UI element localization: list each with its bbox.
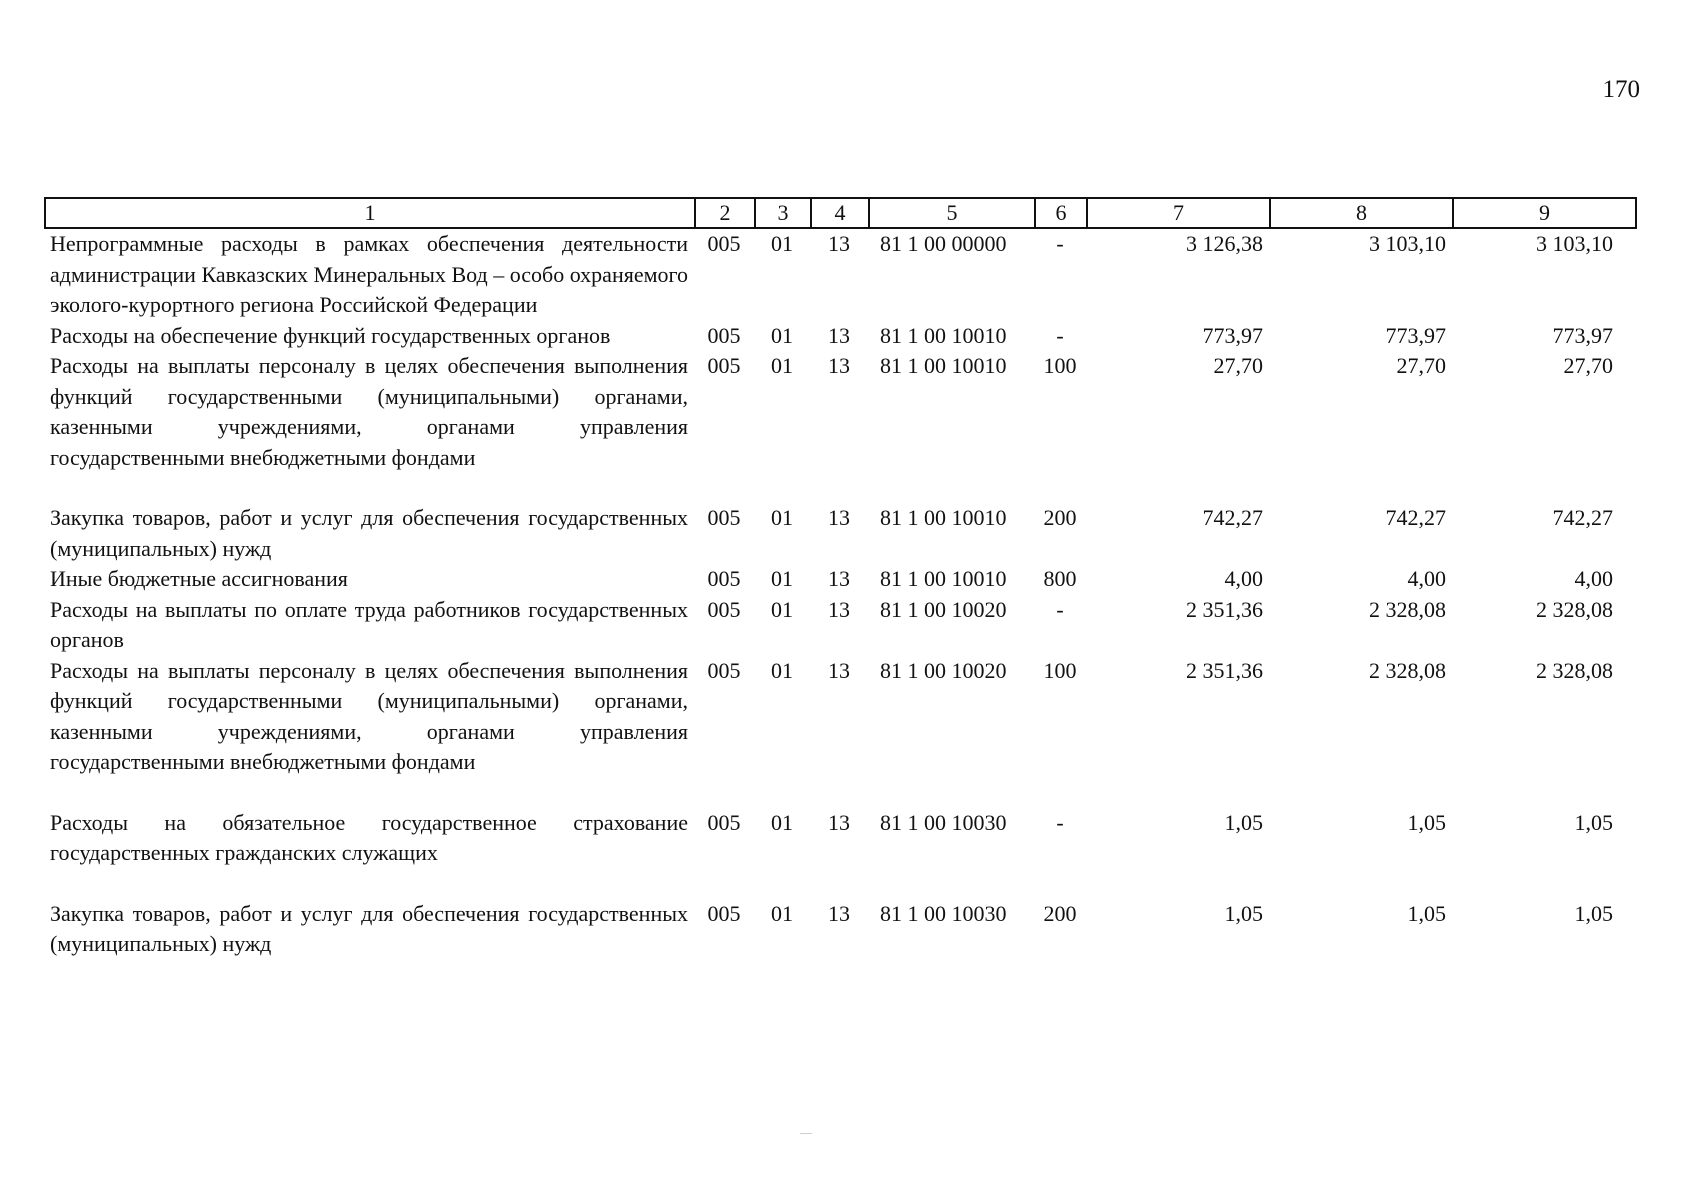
row-value-8: 742,27 (1385, 505, 1446, 530)
row-code-4: 13 (828, 322, 850, 348)
row-value-9: 2 328,08 (1536, 596, 1613, 622)
row-value-9: 27,70 (1563, 353, 1613, 378)
row-code-4: 13 (828, 900, 850, 926)
row-value-8: 1,05 (1407, 809, 1446, 835)
header-cell-5: 5 (869, 198, 1035, 228)
row-value-9: 1,05 (1574, 809, 1613, 835)
row-value-8: 27,70 (1396, 353, 1446, 378)
header-cell-6: 6 (1035, 198, 1087, 228)
table-row (44, 595, 1635, 656)
header-cell-3: 3 (755, 198, 811, 228)
row-value-7: 1,05 (1224, 900, 1263, 926)
row-code-2: 005 (707, 657, 741, 683)
row-code-3: 01 (771, 596, 793, 622)
row-code-5: 81 1 00 10020 (880, 596, 1007, 622)
row-code-3: 01 (771, 231, 793, 256)
row-value-8: 2 328,08 (1369, 657, 1446, 683)
row-value-8: 4,00 (1407, 566, 1446, 591)
row-value-8: 3 103,10 (1369, 231, 1446, 256)
row-code-5: 81 1 00 10010 (880, 322, 1007, 348)
row-value-9: 1,05 (1574, 900, 1613, 926)
row-code-2: 005 (707, 566, 741, 591)
row-code-2: 005 (707, 353, 741, 378)
header-cell-2: 2 (695, 198, 755, 228)
row-code-3: 01 (771, 322, 793, 348)
row-value-9: 4,00 (1574, 566, 1613, 591)
row-code-5: 81 1 00 10010 (880, 566, 1007, 591)
row-code-4: 13 (828, 657, 850, 683)
row-code-2: 005 (707, 809, 741, 835)
row-name: Расходы на обеспечение функций государственных органов (50, 322, 611, 348)
row-value-7: 2 351,36 (1186, 596, 1263, 622)
row-name: Закупка товаров, работ и услуг для обеспечения государственных (муниципальных) нужд (50, 900, 688, 956)
row-code-5: 81 1 00 10030 (880, 809, 1007, 835)
row-code-6: - (1056, 322, 1064, 348)
row-value-7: 773,97 (1202, 322, 1263, 348)
row-name: Непрограммные расходы в рамках обеспечения деятельности администрации Кавказских Минеральных Вод – особо охраняемого эколого-курортного региона Российской Федерации (50, 231, 688, 317)
row-name: Расходы на выплаты персоналу в целях обеспечения выполнения функций государственными (муниципальными) органами, казенными учреждениями, органами управления государственными внебюджетными фондами (50, 657, 688, 774)
header-cell-8: 8 (1270, 198, 1453, 228)
row-code-4: 13 (828, 566, 850, 591)
row-value-8: 1,05 (1407, 900, 1446, 926)
row-value-9: 742,27 (1552, 505, 1613, 530)
row-code-6: - (1056, 231, 1064, 256)
row-code-3: 01 (771, 809, 793, 835)
row-code-6: - (1056, 809, 1064, 835)
row-code-4: 13 (828, 353, 850, 378)
row-value-9: 3 103,10 (1536, 231, 1613, 256)
table-row (44, 656, 1635, 808)
table-row (44, 899, 1635, 960)
row-value-7: 3 126,38 (1186, 231, 1263, 256)
budget-table (44, 229, 1635, 960)
row-code-6: - (1056, 596, 1064, 622)
row-code-2: 005 (707, 231, 741, 256)
row-code-2: 005 (707, 322, 741, 348)
row-code-6: 200 (1043, 900, 1077, 926)
row-code-5: 81 1 00 00000 (880, 231, 1007, 256)
header-cell-9: 9 (1453, 198, 1636, 228)
row-value-7: 4,00 (1224, 566, 1263, 591)
row-value-8: 773,97 (1385, 322, 1446, 348)
row-name: Расходы на выплаты по оплате труда работников государственных органов (50, 596, 688, 652)
row-code-4: 13 (828, 809, 850, 835)
row-code-4: 13 (828, 505, 850, 530)
table-row (44, 351, 1635, 503)
row-code-3: 01 (771, 505, 793, 530)
table-row (44, 229, 1635, 321)
row-code-6: 100 (1043, 353, 1077, 378)
page-number: 170 (1602, 76, 1640, 103)
table-row (44, 808, 1635, 899)
row-name: Иные бюджетные ассигнования (50, 566, 348, 591)
row-name: Расходы на выплаты персоналу в целях обеспечения выполнения функций государственными (муниципальными) органами, казенными учреждениями, органами управления государственными внебюджетными фондами (50, 353, 688, 470)
row-code-2: 005 (707, 596, 741, 622)
row-code-6: 200 (1043, 505, 1077, 530)
table-row (44, 564, 1635, 595)
row-value-7: 27,70 (1213, 353, 1263, 378)
row-name: Закупка товаров, работ и услуг для обеспечения государственных (муниципальных) нужд (50, 505, 688, 561)
row-code-3: 01 (771, 657, 793, 683)
row-code-4: 13 (828, 231, 850, 256)
header-cell-7: 7 (1087, 198, 1270, 228)
row-code-5: 81 1 00 10010 (880, 353, 1007, 378)
row-name: Расходы на обязательное государственное страхование государственных гражданских служащих (50, 809, 688, 865)
row-value-7: 1,05 (1224, 809, 1263, 835)
row-code-6: 100 (1043, 657, 1077, 683)
row-value-9: 2 328,08 (1536, 657, 1613, 683)
table-row (44, 503, 1635, 564)
row-value-9: 773,97 (1552, 322, 1613, 348)
row-value-8: 2 328,08 (1369, 596, 1446, 622)
header-cell-4: 4 (811, 198, 869, 228)
header-cell-1: 1 (45, 198, 695, 228)
table-header (44, 197, 1637, 229)
row-value-7: 742,27 (1202, 505, 1263, 530)
row-code-5: 81 1 00 10010 (880, 505, 1007, 530)
row-code-5: 81 1 00 10030 (880, 900, 1007, 926)
row-value-7: 2 351,36 (1186, 657, 1263, 683)
row-code-5: 81 1 00 10020 (880, 657, 1007, 683)
row-code-3: 01 (771, 566, 793, 591)
row-code-4: 13 (828, 596, 850, 622)
row-code-3: 01 (771, 900, 793, 926)
row-code-2: 005 (707, 505, 741, 530)
scan-mark (800, 1133, 812, 1134)
row-code-2: 005 (707, 900, 741, 926)
table-row (44, 321, 1635, 352)
row-code-3: 01 (771, 353, 793, 378)
row-code-6: 800 (1043, 566, 1077, 591)
